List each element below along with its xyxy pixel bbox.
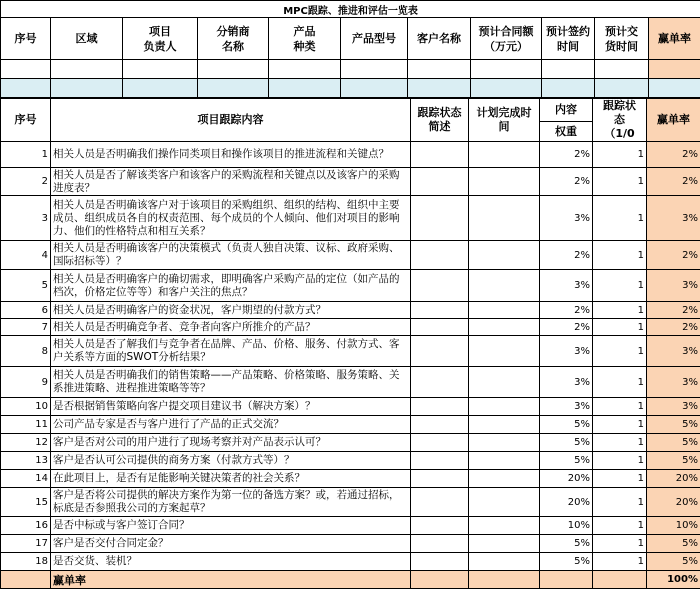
table-row bbox=[1, 535, 700, 553]
item-plan-date[interactable] bbox=[469, 416, 540, 434]
item-plan-date[interactable] bbox=[469, 535, 540, 553]
entry-cell[interactable] bbox=[269, 79, 341, 98]
item-weight: 5% bbox=[540, 416, 593, 434]
header2-status-bottom: 简述 bbox=[428, 120, 451, 133]
entry-cell[interactable] bbox=[408, 79, 471, 98]
item-weight: 2% bbox=[540, 241, 593, 270]
item-plan-date[interactable] bbox=[469, 517, 540, 535]
item-content: 客户是否交付合同定金？ bbox=[51, 535, 411, 553]
entry-cell[interactable] bbox=[198, 79, 269, 98]
item-weight: 3% bbox=[540, 196, 593, 241]
item-status-note[interactable] bbox=[411, 416, 469, 434]
header2-win-rate: 赢单率 bbox=[647, 99, 700, 142]
item-weight: 5% bbox=[540, 434, 593, 452]
table-row bbox=[1, 142, 700, 168]
item-number: 6 bbox=[1, 302, 51, 319]
header-product bbox=[269, 18, 341, 60]
item-number: 1 bbox=[1, 142, 51, 168]
entry-row bbox=[1, 60, 700, 79]
entry-cell-win-rate[interactable] bbox=[649, 60, 700, 79]
header-project bbox=[123, 18, 198, 60]
item-weight: 3% bbox=[540, 270, 593, 302]
item-state[interactable]: 1 bbox=[593, 398, 647, 416]
item-content: 相关人员是否明确竞争者、竞争者向客户所推介的产品？ bbox=[51, 319, 411, 336]
entry-cell[interactable] bbox=[1, 79, 51, 98]
item-content: 相关人员是否了解我们与竞争者在品牌、产品、价格、服务、付款方式、客户关系等方面的SWOT分析结果？ bbox=[51, 336, 411, 367]
summary-table bbox=[0, 0, 700, 98]
item-win-rate: 3% bbox=[647, 196, 700, 241]
item-content: 相关人员是否了解该类客户和该客户的采购流程和关键点以及该客户的采购进度表？ bbox=[51, 168, 411, 196]
header2-status-top: 跟踪状态 bbox=[417, 106, 462, 119]
entry-cell[interactable] bbox=[123, 79, 198, 98]
entry-cell[interactable] bbox=[542, 60, 595, 79]
table-row bbox=[1, 517, 700, 535]
item-content: 相关人员是否明确该客户对于该项目的采购组织、组织的结构、组织中主要成员、组织成员各自的权责范围、每个成员的个人倾向、他们对项目的影响力、他们的性格特点和相互关系？ bbox=[51, 196, 411, 241]
table-row bbox=[1, 367, 700, 398]
total-win-rate: 100% bbox=[647, 571, 700, 589]
item-weight: 5% bbox=[540, 535, 593, 553]
item-win-rate: 2% bbox=[647, 241, 700, 270]
table-row bbox=[1, 241, 700, 270]
header-project-top: 项目 bbox=[149, 24, 171, 38]
header-seq: 序号 bbox=[1, 18, 51, 60]
table-row bbox=[1, 434, 700, 452]
header-distributor-top: 分销商 bbox=[216, 24, 250, 38]
header-distributor bbox=[198, 18, 269, 60]
entry-cell[interactable] bbox=[408, 60, 471, 79]
item-number: 10 bbox=[1, 398, 51, 416]
item-plan-date[interactable] bbox=[469, 168, 540, 196]
item-status-note[interactable] bbox=[411, 168, 469, 196]
table-row bbox=[1, 470, 700, 488]
item-content: 相关人员是否明确我们操作同类项目和操作该项目的推进流程和关键点？ bbox=[51, 142, 411, 168]
item-win-rate: 10% bbox=[647, 517, 700, 535]
header-delivery-bottom: 货时间 bbox=[605, 39, 638, 53]
item-number: 7 bbox=[1, 319, 51, 336]
sheet-title: MPC跟踪、推进和评估一览表 bbox=[1, 1, 700, 18]
header2-weight-top: 内容 bbox=[540, 99, 593, 122]
header2-plan-top: 计划完成时 bbox=[476, 106, 532, 119]
item-weight: 20% bbox=[540, 470, 593, 488]
header-model: 产品型号 bbox=[341, 18, 408, 60]
item-status-note[interactable] bbox=[411, 367, 469, 398]
item-state[interactable]: 1 bbox=[593, 553, 647, 571]
item-weight: 10% bbox=[540, 517, 593, 535]
item-number: 8 bbox=[1, 336, 51, 367]
item-plan-date[interactable] bbox=[469, 452, 540, 470]
item-content: 相关人员是否明确我们的销售策略——产品策略、价格策略、服务策略、关系推进策略、进程推进策略等等？ bbox=[51, 367, 411, 398]
item-status-note[interactable] bbox=[411, 470, 469, 488]
entry-cell[interactable] bbox=[595, 79, 649, 98]
table-row bbox=[1, 302, 700, 319]
item-status-note[interactable] bbox=[411, 319, 469, 336]
item-status-note[interactable] bbox=[411, 452, 469, 470]
item-content: 客户是否对公司的用户进行了现场考察并对产品表示认可？ bbox=[51, 434, 411, 452]
item-win-rate: 20% bbox=[647, 488, 700, 517]
item-number: 18 bbox=[1, 553, 51, 571]
item-number: 11 bbox=[1, 416, 51, 434]
entry-cell[interactable] bbox=[471, 60, 542, 79]
table-row bbox=[1, 488, 700, 517]
table-row bbox=[1, 168, 700, 196]
item-state[interactable]: 1 bbox=[593, 416, 647, 434]
item-status-note[interactable] bbox=[411, 535, 469, 553]
entry-cell-win-rate[interactable] bbox=[649, 79, 700, 98]
entry-cell[interactable] bbox=[269, 60, 341, 79]
entry-cell[interactable] bbox=[341, 79, 408, 98]
item-state[interactable]: 1 bbox=[593, 302, 647, 319]
entry-row-highlight bbox=[1, 79, 700, 98]
table-row bbox=[1, 553, 700, 571]
item-win-rate: 3% bbox=[647, 270, 700, 302]
item-plan-date[interactable] bbox=[469, 470, 540, 488]
item-win-rate: 3% bbox=[647, 398, 700, 416]
item-plan-date[interactable] bbox=[469, 142, 540, 168]
header2-state bbox=[593, 99, 647, 142]
header2-seq: 序号 bbox=[1, 99, 51, 142]
item-status-note[interactable] bbox=[411, 302, 469, 319]
table-row bbox=[1, 196, 700, 241]
item-weight: 5% bbox=[540, 553, 593, 571]
item-win-rate: 5% bbox=[647, 452, 700, 470]
item-plan-date[interactable] bbox=[469, 398, 540, 416]
item-state[interactable]: 1 bbox=[593, 470, 647, 488]
item-plan-date[interactable] bbox=[469, 196, 540, 241]
header2-status bbox=[411, 99, 469, 142]
item-content: 在此项目上，是否有足能影响关键决策者的社会关系？ bbox=[51, 470, 411, 488]
item-content: 客户是否将公司提供的解决方案作为第一位的备选方案？或，若通过招标，标底是否参照我公司的方案起草？ bbox=[51, 488, 411, 517]
table-row bbox=[1, 398, 700, 416]
header-contract-top: 预计合同额 bbox=[478, 24, 534, 38]
item-status-note[interactable] bbox=[411, 336, 469, 367]
entry-cell[interactable] bbox=[542, 79, 595, 98]
header-contract bbox=[471, 18, 542, 60]
item-win-rate: 5% bbox=[647, 553, 700, 571]
item-content: 是否根据销售策略向客户提交项目建议书（解决方案）？ bbox=[51, 398, 411, 416]
item-number: 9 bbox=[1, 367, 51, 398]
item-plan-date[interactable] bbox=[469, 336, 540, 367]
item-win-rate: 2% bbox=[647, 302, 700, 319]
item-weight: 3% bbox=[540, 398, 593, 416]
header-delivery bbox=[595, 18, 649, 60]
entry-cell[interactable] bbox=[1, 60, 51, 79]
item-status-note[interactable] bbox=[411, 142, 469, 168]
item-weight: 3% bbox=[540, 336, 593, 367]
item-state[interactable]: 1 bbox=[593, 488, 647, 517]
item-win-rate: 5% bbox=[647, 434, 700, 452]
entry-cell[interactable] bbox=[51, 60, 123, 79]
item-state[interactable]: 1 bbox=[593, 319, 647, 336]
item-state[interactable]: 1 bbox=[593, 270, 647, 302]
item-plan-date[interactable] bbox=[469, 270, 540, 302]
total-row bbox=[1, 571, 700, 589]
item-state[interactable]: 1 bbox=[593, 241, 647, 270]
entry-cell[interactable] bbox=[198, 60, 269, 79]
item-number: 5 bbox=[1, 270, 51, 302]
item-content: 客户是否认可公司提供的商务方案（付款方式等）？ bbox=[51, 452, 411, 470]
item-weight: 5% bbox=[540, 452, 593, 470]
table-row bbox=[1, 452, 700, 470]
item-state[interactable]: 1 bbox=[593, 168, 647, 196]
item-plan-date[interactable] bbox=[469, 434, 540, 452]
header-contract-bottom: （万元） bbox=[484, 39, 528, 53]
item-plan-date[interactable] bbox=[469, 488, 540, 517]
item-status-note[interactable] bbox=[411, 488, 469, 517]
item-win-rate: 2% bbox=[647, 168, 700, 196]
item-state[interactable]: 1 bbox=[593, 535, 647, 553]
item-plan-date[interactable] bbox=[469, 302, 540, 319]
entry-cell[interactable] bbox=[123, 60, 198, 79]
header2-state-mid: 态 bbox=[614, 113, 625, 126]
total-seq-cell bbox=[1, 571, 51, 589]
header-product-bottom: 种类 bbox=[293, 39, 316, 53]
tracking-table bbox=[0, 98, 700, 589]
item-win-rate: 3% bbox=[647, 367, 700, 398]
item-content: 是否交货、装机？ bbox=[51, 553, 411, 571]
item-win-rate: 20% bbox=[647, 470, 700, 488]
entry-cell[interactable] bbox=[595, 60, 649, 79]
item-weight: 2% bbox=[540, 319, 593, 336]
item-number: 16 bbox=[1, 517, 51, 535]
item-number: 2 bbox=[1, 168, 51, 196]
item-content: 相关人员是否明确客户的确切需求，即明确客户采购产品的定位（如产品的档次，价格定位等等）和客户关注的焦点？ bbox=[51, 270, 411, 302]
item-status-note[interactable] bbox=[411, 553, 469, 571]
item-plan-date[interactable] bbox=[469, 319, 540, 336]
item-number: 14 bbox=[1, 470, 51, 488]
item-state[interactable]: 1 bbox=[593, 367, 647, 398]
item-content: 相关人员是否明确该客户的决策模式（负责人独自决策、议标、政府采购、国际招标等）？ bbox=[51, 241, 411, 270]
item-weight: 2% bbox=[540, 142, 593, 168]
header2-weight-bottom: 权重 bbox=[540, 122, 593, 142]
item-status-note[interactable] bbox=[411, 398, 469, 416]
item-status-note[interactable] bbox=[411, 517, 469, 535]
item-state[interactable]: 1 bbox=[593, 196, 647, 241]
item-win-rate: 5% bbox=[647, 535, 700, 553]
item-weight: 3% bbox=[540, 367, 593, 398]
item-win-rate: 2% bbox=[647, 319, 700, 336]
table-row bbox=[1, 336, 700, 367]
header-sign bbox=[542, 18, 595, 60]
header-distributor-bottom: 名称 bbox=[222, 39, 244, 53]
item-number: 4 bbox=[1, 241, 51, 270]
total-state-cell bbox=[593, 571, 647, 589]
item-weight: 2% bbox=[540, 168, 593, 196]
item-number: 15 bbox=[1, 488, 51, 517]
header-win-rate: 赢单率 bbox=[649, 18, 700, 60]
item-state[interactable]: 1 bbox=[593, 452, 647, 470]
item-win-rate: 5% bbox=[647, 416, 700, 434]
header-region: 区域 bbox=[51, 18, 123, 60]
item-state[interactable]: 1 bbox=[593, 434, 647, 452]
table-row bbox=[1, 416, 700, 434]
entry-cell[interactable] bbox=[51, 79, 123, 98]
total-label: 赢单率 bbox=[51, 571, 411, 589]
item-state[interactable]: 1 bbox=[593, 142, 647, 168]
item-number: 13 bbox=[1, 452, 51, 470]
header2-state-bottom: （1/0 bbox=[604, 127, 635, 140]
item-status-note[interactable] bbox=[411, 241, 469, 270]
item-number: 12 bbox=[1, 434, 51, 452]
item-win-rate: 3% bbox=[647, 336, 700, 367]
item-state[interactable]: 1 bbox=[593, 517, 647, 535]
header-sign-top: 预计签约 bbox=[546, 24, 590, 38]
item-status-note[interactable] bbox=[411, 196, 469, 241]
item-number: 3 bbox=[1, 196, 51, 241]
header-sign-bottom: 时间 bbox=[557, 39, 579, 53]
item-weight: 20% bbox=[540, 488, 593, 517]
entry-cell[interactable] bbox=[341, 60, 408, 79]
total-plan-cell bbox=[469, 571, 540, 589]
item-content: 相关人员是否明确客户的资金状况，客户期望的付款方式？ bbox=[51, 302, 411, 319]
item-number: 17 bbox=[1, 535, 51, 553]
header-customer: 客户名称 bbox=[408, 18, 471, 60]
header-project-bottom: 负责人 bbox=[143, 39, 177, 53]
item-plan-date[interactable] bbox=[469, 367, 540, 398]
item-plan-date[interactable] bbox=[469, 241, 540, 270]
entry-cell[interactable] bbox=[471, 79, 542, 98]
item-content: 是否中标或与客户签订合同？ bbox=[51, 517, 411, 535]
total-weight-cell bbox=[540, 571, 593, 589]
header-delivery-top: 预计交 bbox=[605, 24, 638, 38]
header2-state-top: 跟踪状 bbox=[603, 99, 636, 112]
table-row bbox=[1, 319, 700, 336]
header2-content: 项目跟踪内容 bbox=[51, 99, 411, 142]
header2-plan bbox=[469, 99, 540, 142]
table-row bbox=[1, 270, 700, 302]
item-weight: 2% bbox=[540, 302, 593, 319]
item-state[interactable]: 1 bbox=[593, 336, 647, 367]
header2-plan-bottom: 间 bbox=[498, 120, 510, 133]
item-win-rate: 2% bbox=[647, 142, 700, 168]
item-status-note[interactable] bbox=[411, 270, 469, 302]
item-plan-date[interactable] bbox=[469, 553, 540, 571]
total-status-cell bbox=[411, 571, 469, 589]
header-product-top: 产品 bbox=[293, 24, 316, 38]
item-status-note[interactable] bbox=[411, 434, 469, 452]
item-content: 公司产品专家是否与客户进行了产品的正式交流？ bbox=[51, 416, 411, 434]
